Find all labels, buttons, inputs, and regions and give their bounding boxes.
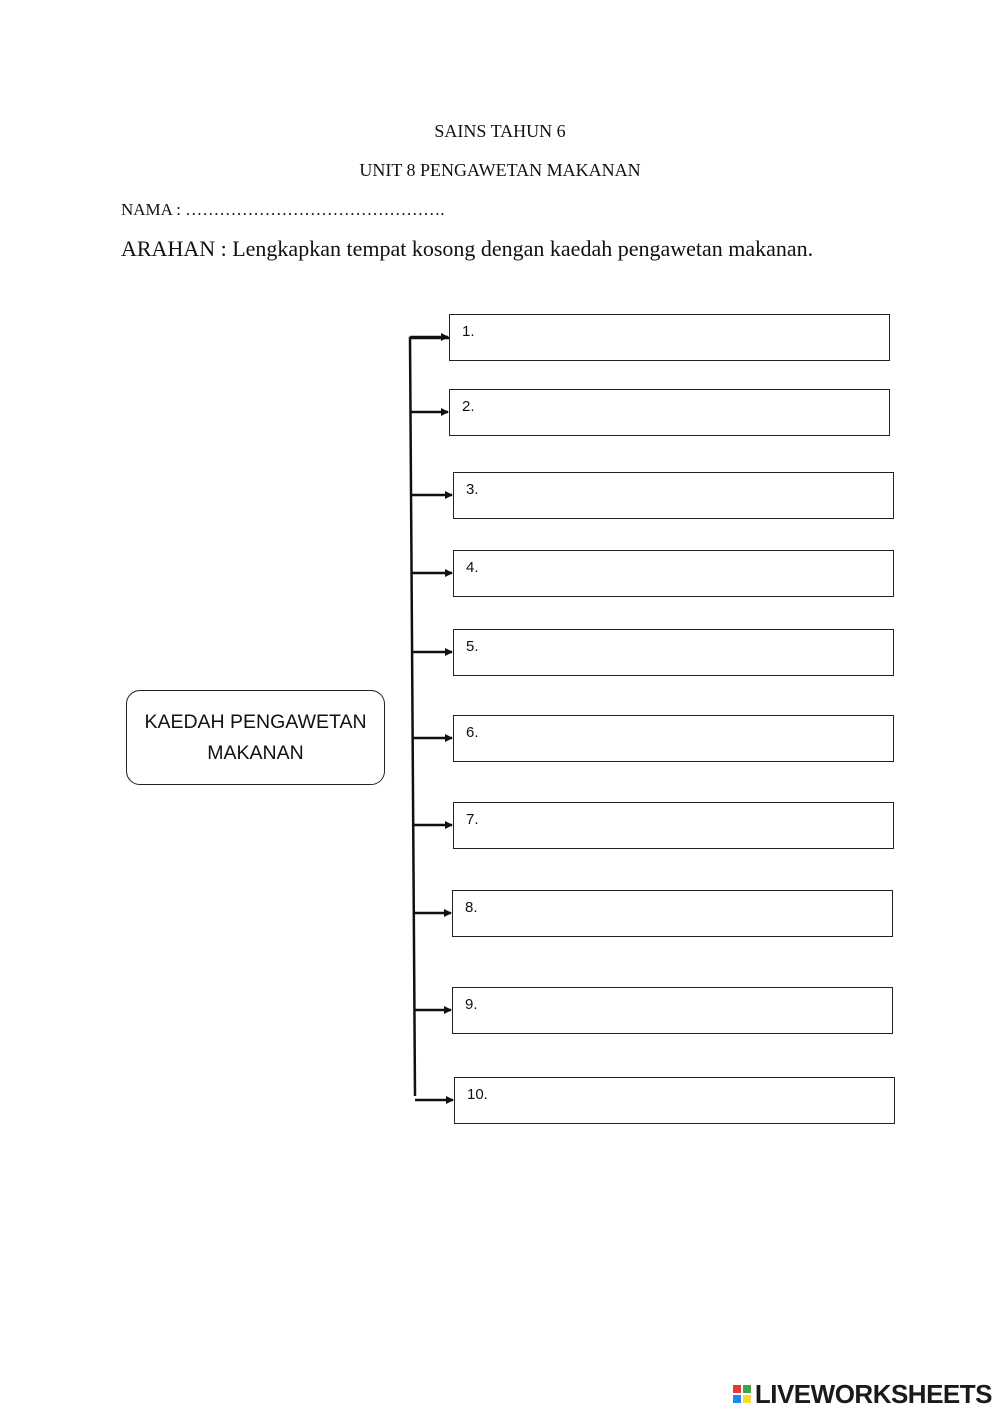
trunk-line bbox=[410, 338, 450, 1096]
central-label-line1: KAEDAH PENGAWETAN bbox=[144, 710, 367, 733]
answer-box-number: 2. bbox=[462, 398, 475, 415]
logo-square bbox=[743, 1385, 751, 1393]
answer-box-number: 5. bbox=[466, 638, 479, 655]
answer-box-9[interactable] bbox=[452, 987, 893, 1034]
answer-box-number: 4. bbox=[466, 559, 479, 576]
logo-brand-text: LIVEWORKSHEETS bbox=[754, 1378, 992, 1409]
logo-square bbox=[733, 1395, 741, 1403]
liveworksheets-logo bbox=[733, 1378, 992, 1409]
answer-box-number: 1. bbox=[462, 323, 475, 340]
answer-box-number: 9. bbox=[465, 996, 478, 1013]
answer-box-number: 10. bbox=[467, 1086, 488, 1103]
answer-box-3[interactable] bbox=[453, 472, 894, 519]
answer-box-number: 3. bbox=[466, 481, 479, 498]
answer-box-number: 6. bbox=[466, 724, 479, 741]
answer-box-2[interactable] bbox=[449, 389, 890, 436]
instruction-text: ARAHAN : Lengkapkan tempat kosong dengan kaedah pengawetan makanan. bbox=[121, 236, 814, 261]
logo-grid-icon bbox=[733, 1385, 751, 1403]
answer-box-number: 8. bbox=[465, 899, 478, 916]
answer-box-7[interactable] bbox=[453, 802, 894, 849]
central-label-line2: MAKANAN bbox=[207, 741, 304, 764]
unit-title: UNIT 8 PENGAWETAN MAKANAN bbox=[359, 160, 641, 180]
logo-square bbox=[733, 1385, 741, 1393]
answer-box-number: 7. bbox=[466, 811, 479, 828]
answer-box-8[interactable] bbox=[452, 890, 893, 937]
answer-box-6[interactable] bbox=[453, 715, 894, 762]
logo-square bbox=[743, 1395, 751, 1403]
central-topic-box bbox=[126, 690, 385, 785]
answer-box-4[interactable] bbox=[453, 550, 894, 597]
subject-title: SAINS TAHUN 6 bbox=[434, 121, 566, 141]
name-line: NAMA : ………………………………………. bbox=[121, 200, 445, 219]
answer-box-1[interactable] bbox=[449, 314, 890, 361]
answer-box-5[interactable] bbox=[453, 629, 894, 676]
answer-box-10[interactable] bbox=[454, 1077, 895, 1124]
